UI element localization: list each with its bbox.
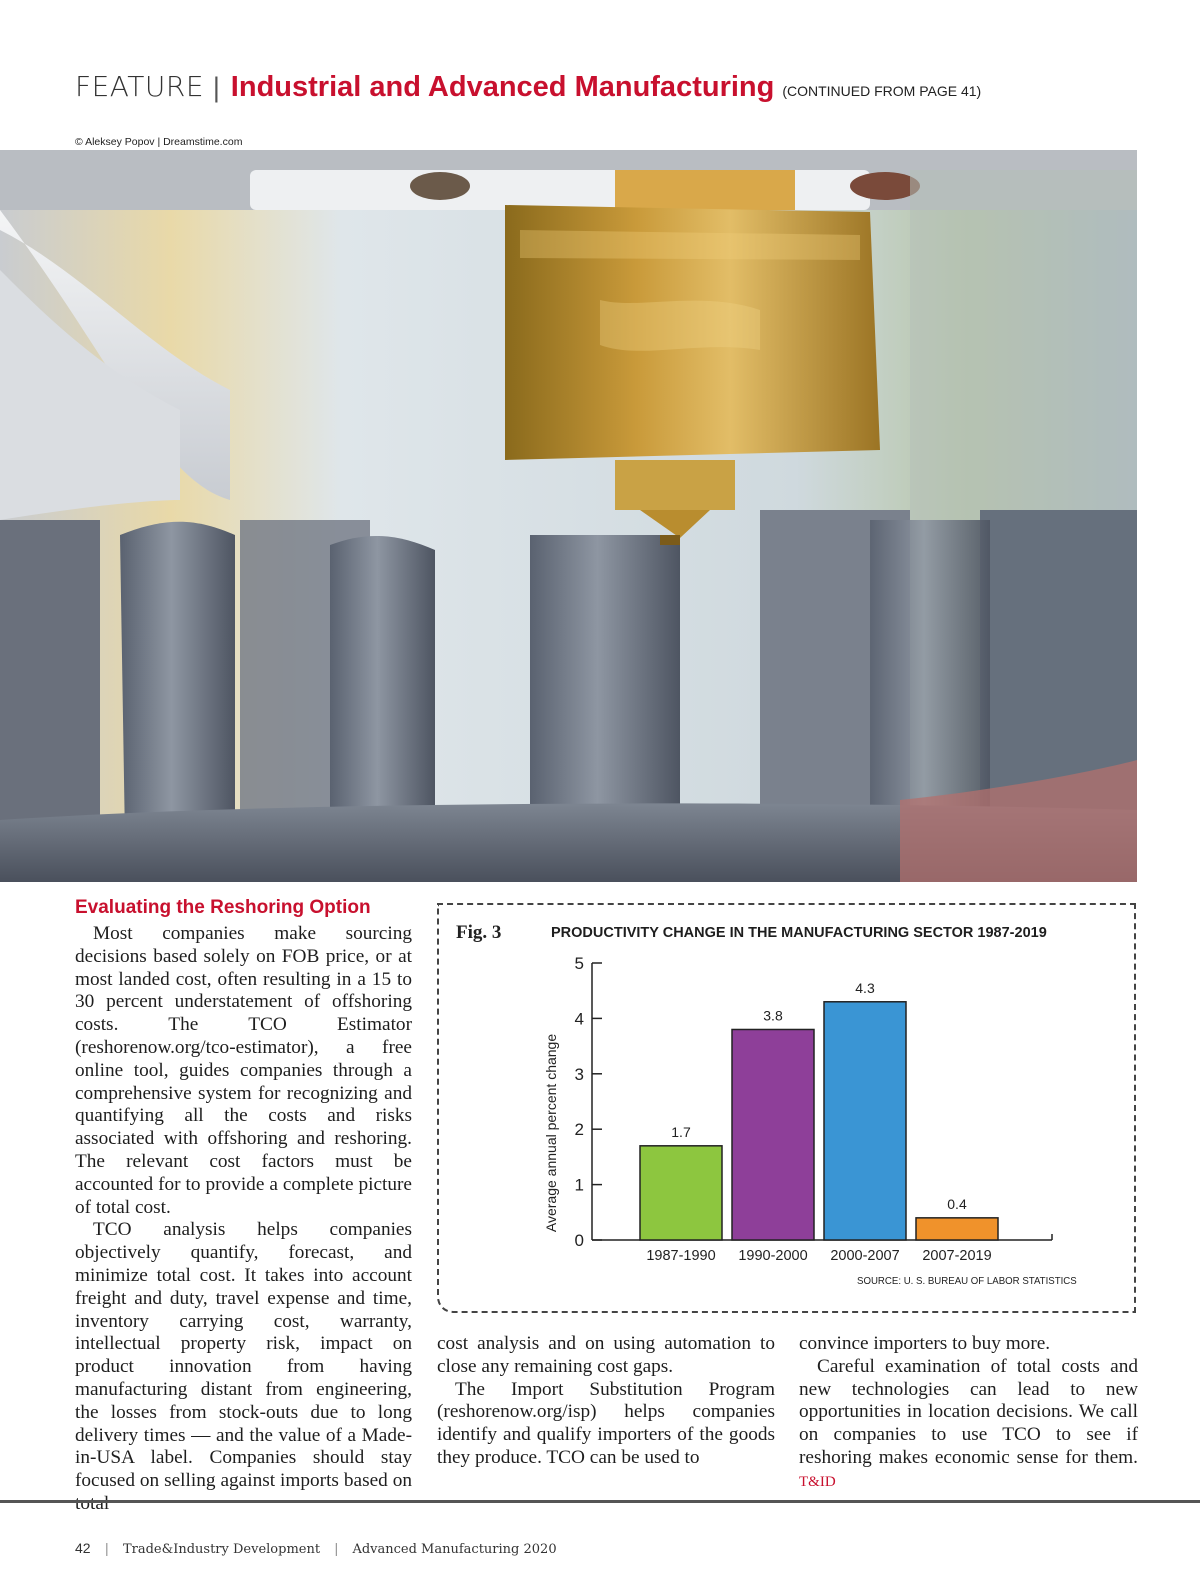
article-subhead: Evaluating the Reshoring Option — [75, 897, 371, 918]
y-tick-label: 2 — [574, 1120, 584, 1140]
page-number: 42 — [75, 1540, 91, 1556]
bar — [824, 1002, 906, 1240]
data-label: 0.4 — [947, 1195, 967, 1212]
bar — [916, 1218, 998, 1240]
footer-separator: | — [104, 1542, 109, 1557]
section-label: FEATURE — [75, 70, 205, 103]
end-mark: T&ID — [799, 1473, 836, 1490]
chart-title: PRODUCTIVITY CHANGE IN THE MANUFACTURING SECTOR 1987-2019 — [551, 925, 1047, 941]
y-tick-label: 5 — [574, 954, 584, 973]
page-footer — [75, 1540, 557, 1557]
page-title: Industrial and Advanced Manufacturing — [230, 71, 775, 103]
figure-source: SOURCE: U. S. BUREAU OF LABOR STATISTICS — [857, 1275, 1077, 1287]
y-tick-label: 1 — [574, 1175, 584, 1195]
article-column-1 — [75, 923, 412, 1516]
bar-chart — [530, 950, 1070, 1270]
paragraph: TCO analysis helps companies objectively quantify, forecast, and minimize total cost. It takes into account freight and duty, travel expense and time, inventory carrying cost, warranty, intellectual property risk, impact on product innovation from having manufacturing distant from engineering, the losses from stock-outs due to long delivery times — and the value of a Made-in-USA label. Companies should stay focused on selling against imports based on total — [75, 1219, 412, 1514]
bar — [732, 1029, 814, 1240]
bar — [640, 1146, 722, 1240]
data-label: 4.3 — [855, 979, 875, 996]
x-tick-label: 1990-2000 — [738, 1248, 808, 1264]
paragraph — [799, 1356, 1138, 1494]
photo-credit: © Aleksey Popov | Dreamstime.com — [75, 136, 243, 148]
x-tick-label: 2007-2019 — [922, 1248, 992, 1264]
data-label: 1.7 — [671, 1123, 691, 1140]
paragraph: convince importers to buy more. — [799, 1333, 1051, 1354]
feature-photo — [0, 150, 1137, 882]
paragraph: Most companies make sourcing decisions based solely on FOB price, or at most landed cost, often resulting in a 15 to 30 percent understatement of offshoring costs. The TCO Estimator (reshorenow.org/tco-estimator), a free online tool, guides companies through a comprehensive system for recognizing and quantifying all the costs and risks associated with offshoring and reshoring. The relevant cost factors must be accounted for to provide a complete picture of total cost. — [75, 923, 412, 1218]
y-tick-label: 4 — [574, 1009, 584, 1029]
x-tick-label: 1987-1990 — [646, 1248, 716, 1264]
paragraph: cost analysis and on using automation to close any remaining cost gaps. — [437, 1333, 775, 1377]
article-column-2 — [437, 1333, 775, 1470]
data-label: 3.8 — [763, 1007, 783, 1024]
y-tick-label: 0 — [574, 1231, 584, 1250]
publication-name: Trade&Industry Development — [122, 1542, 321, 1557]
header-separator: | — [212, 73, 221, 103]
paragraph-text: Careful examination of total costs and new technologies can lead to new opportunities in location decisions. We call on companies to use TCO to see if reshoring makes economic sense for them. — [799, 1355, 1138, 1468]
y-tick-label: 3 — [574, 1064, 584, 1084]
issue-name: Advanced Manufacturing 2020 — [352, 1542, 557, 1557]
x-tick-label: 2000-2007 — [830, 1248, 900, 1264]
figure-label: Fig. 3 — [456, 922, 502, 943]
page-header — [75, 70, 1155, 110]
y-axis-label: Average annual percent change — [543, 1033, 559, 1233]
footer-separator: | — [334, 1542, 339, 1557]
footer-rule — [0, 1500, 1200, 1503]
article-column-3 — [799, 1333, 1138, 1494]
continued-note: (CONTINUED FROM PAGE 41) — [782, 83, 982, 99]
paragraph: The Import Substitution Program (reshorenow.org/isp) helps companies identify and qualify importers of the goods they produce. TCO can be used to — [437, 1378, 775, 1468]
